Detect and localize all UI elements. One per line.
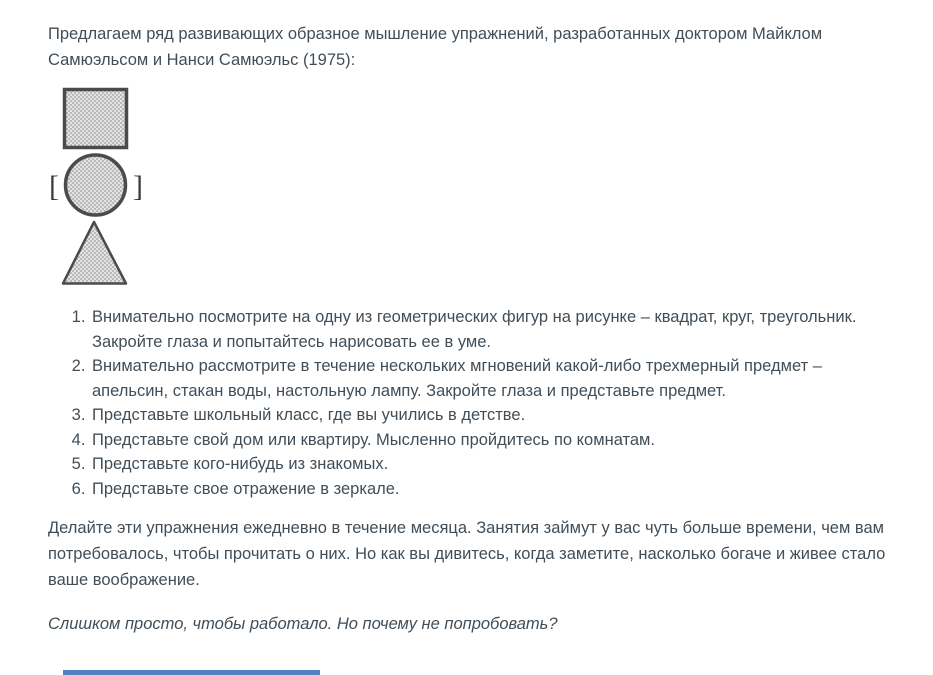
exercise-item-3: 3. Представьте школьный класс, где вы учились в детстве. <box>90 403 886 428</box>
geometric-shapes-image <box>48 86 198 288</box>
exercise-item-1: 1. Внимательно посмотрите на одну из геометрических фигур на рисунке – квадрат, круг, треугольник. Закройте глаза и попытайтесь нарисовать ее в уме. <box>90 305 886 354</box>
closing-question: Слишком просто, чтобы работало. Но почему не попробовать? <box>48 615 558 633</box>
intro-paragraph: Предлагаем ряд развивающих образное мышление упражнений, разработанных доктором Майклом Самюэльсом и Нанси Самюэльс (1975): <box>48 25 823 69</box>
exercise-item-5: 5. Представьте кого-нибудь из знакомых. <box>90 452 886 477</box>
right-bracket: ] <box>133 170 143 203</box>
bottom-blue-bar <box>63 670 320 675</box>
exercise-item-2: 2. Внимательно рассмотрите в течение нескольких мгновений какой-либо трехмерный предмет – апельсин, стакан воды, настольную лампу. Закройте глаза и представьте предмет. <box>90 354 886 403</box>
exercise-item-6: 6. Представьте свое отражение в зеркале. <box>90 477 886 502</box>
square-shape <box>65 90 127 148</box>
exercise-list <box>48 305 886 501</box>
outro-paragraph: Делайте эти упражнения ежедневно в течение месяца. Занятия займут у вас чуть больше времени, чем вам потребовалось, чтобы прочитать о них. Но как вы дивитесь, когда заметите, насколько богаче и живее стало ваше воображение. <box>48 519 886 589</box>
circle-shape <box>66 155 126 215</box>
exercise-item-4: 4. Представьте свой дом или квартиру. Мысленно пройдитесь по комнатам. <box>90 428 886 453</box>
triangle-shape <box>63 222 126 284</box>
shapes-figure <box>48 86 886 288</box>
left-bracket: [ <box>49 170 59 203</box>
